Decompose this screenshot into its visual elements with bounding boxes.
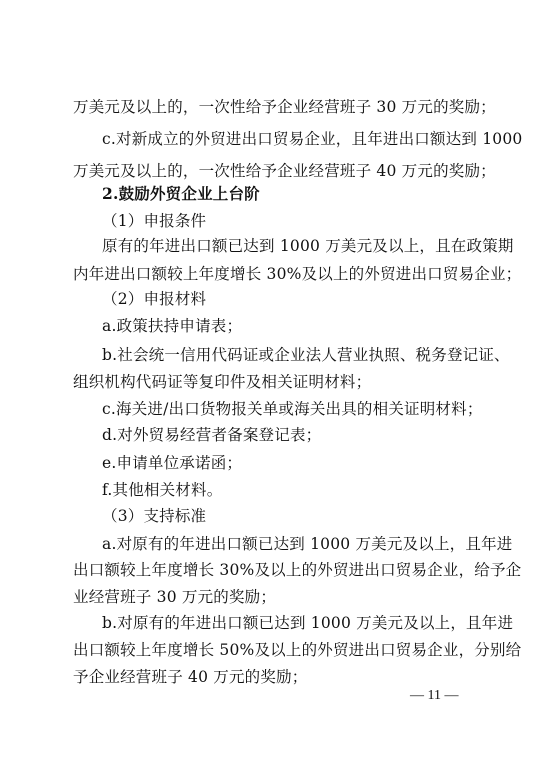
- list-item-b: b.社会统一信用代码证或企业法人营业执照、税务登记证、: [102, 346, 510, 364]
- list-item-d: d.对外贸易经营者备案登记表；: [102, 426, 322, 444]
- list-item-c: c.对新成立的外贸进出口贸易企业，且年进出口额达到 1000: [102, 130, 523, 148]
- page-number: — 11 —: [410, 688, 459, 703]
- body-line: 出口额较上年度增长 30%及以上的外贸进出口贸易企业，给予企: [73, 561, 522, 579]
- list-item-b: b.对原有的年进出口额已达到 1000 万美元及以上，且年进: [102, 614, 514, 632]
- body-line: 组织机构代码证等复印件及相关证明材料；: [73, 373, 372, 391]
- list-item-f: f.其他相关材料。: [102, 481, 223, 499]
- body-line: 万美元及以上的，一次性给予企业经营班子 40 万元的奖励；: [73, 162, 496, 180]
- list-item-a: a.政策扶持申请表；: [102, 317, 243, 335]
- subsection-heading: （1）申报条件: [102, 212, 207, 230]
- body-line: 内年进出口额较上年度增长 30%及以上的外贸进出口贸易企业；: [73, 265, 522, 283]
- list-item-c: c.海关进/出口货物报关单或海关出具的相关证明材料；: [102, 400, 483, 418]
- section-heading: 2.鼓励外贸企业上台阶: [102, 184, 260, 203]
- body-line: 出口额较上年度增长 50%及以上的外贸进出口贸易企业，分别给: [73, 641, 522, 659]
- body-line: 万美元及以上的，一次性给予企业经营班子 30 万元的奖励；: [73, 98, 496, 116]
- list-item-a: a.对原有的年进出口额已达到 1000 万美元及以上，且年进: [102, 535, 513, 553]
- body-line: 业经营班子 30 万元的奖励；: [73, 588, 277, 606]
- list-item-e: e.申请单位承诺函；: [102, 454, 243, 472]
- body-line: 予企业经营班子 40 万元的奖励；: [73, 668, 308, 686]
- subsection-heading: （2）申报材料: [102, 290, 207, 308]
- subsection-heading: （3）支持标准: [102, 507, 207, 525]
- body-line: 原有的年进出口额已达到 1000 万美元及以上，且在政策期: [102, 237, 514, 255]
